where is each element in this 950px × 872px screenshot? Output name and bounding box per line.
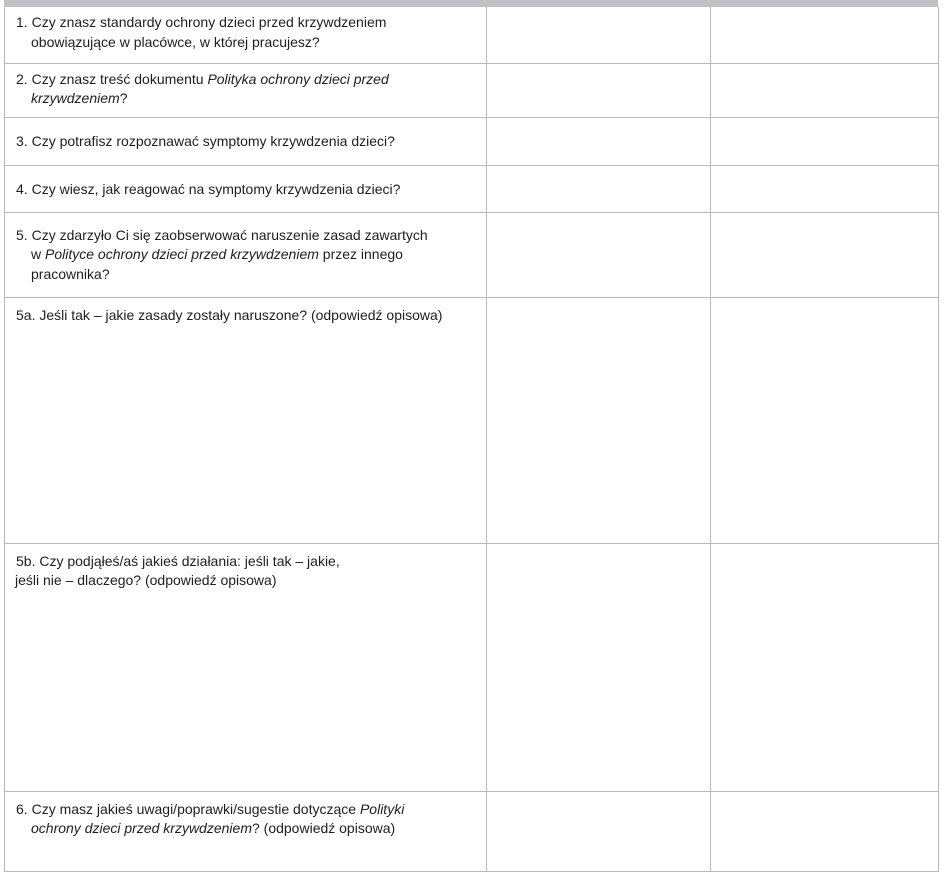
question-cell (5, 117, 487, 165)
question-cell: 5. Czy zdarzyło Ci się zaobserwować naruszenie zasad zawartych w Polityce ochrony dzieci przed krzywdzeniem przez innego pracownika? (5, 212, 487, 297)
question-text: Czy zdarzyło Ci się zaobserwować naruszenie zasad zawartych (31, 226, 428, 243)
table-row (5, 117, 939, 165)
question-number: 5. (16, 226, 28, 243)
question-number: 6. (16, 800, 28, 817)
survey-table (4, 7, 939, 872)
table-row (5, 7, 939, 63)
answer-cell-1[interactable] (487, 543, 711, 791)
answer-cell-2[interactable] (711, 543, 939, 791)
question-text: Czy masz jakieś uwagi/poprawki/sugestie dotyczące (31, 800, 360, 817)
answer-cell-2[interactable] (711, 297, 939, 543)
answer-cell-2[interactable] (711, 63, 939, 117)
question-text-continued: jeśli nie – dlaczego? (odpowiedź opisowa) (15, 572, 277, 588)
table-row (5, 63, 939, 117)
question-number: 1. (16, 14, 28, 30)
answer-cell-1[interactable] (487, 791, 711, 871)
question-cell (5, 543, 487, 791)
answer-cell-1[interactable] (487, 117, 711, 165)
question-text: Czy podjąłeś/aś jakieś działania: jeśli tak – jakie, (39, 552, 340, 569)
answer-cell-1[interactable] (487, 212, 711, 297)
document-title-continued: krzywdzeniem (31, 90, 120, 106)
question-cell: 2. Czy znasz treść dokumentu Polityka ochrony dzieci przed krzywdzeniem? (5, 63, 487, 117)
question-text-continued: obowiązujące w placówce, w której pracujesz? (31, 33, 320, 50)
document-title: Polityka ochrony dzieci przed (207, 70, 389, 87)
document-title: Polityce ochrony dzieci przed krzywdzeniem (45, 246, 319, 262)
question-text: Czy wiesz, jak reagować na symptomy krzywdzenia dzieci? (31, 180, 401, 197)
question-text: Czy potrafisz rozpoznawać symptomy krzywdzenia dzieci? (31, 132, 395, 149)
question-cell (5, 7, 487, 63)
question-cell (5, 297, 487, 543)
answer-cell-1[interactable] (487, 63, 711, 117)
answer-cell-2[interactable] (711, 212, 939, 297)
answer-cell-2[interactable] (711, 791, 939, 871)
answer-cell-2[interactable] (711, 7, 939, 63)
question-text-continued: pracownika? (31, 265, 110, 282)
answer-cell-1[interactable] (487, 165, 711, 212)
question-text: Czy znasz treść dokumentu (31, 70, 208, 87)
table-row (5, 543, 939, 791)
question-cell: 6. Czy masz jakieś uwagi/poprawki/sugestie dotyczące Polityki ochrony dzieci przed krzywdzeniem? (odpowiedź opisowa) (5, 791, 487, 871)
answer-cell-2[interactable] (711, 117, 939, 165)
question-number: 3. (16, 132, 28, 149)
table-header-band (4, 0, 938, 7)
table-row (5, 165, 939, 212)
answer-cell-1[interactable] (487, 297, 711, 543)
question-number: 5b. (16, 552, 36, 569)
table-row (5, 791, 939, 871)
question-number: 4. (16, 180, 28, 197)
answer-cell-1[interactable] (487, 7, 711, 63)
table-row (5, 297, 939, 543)
question-text: Czy znasz standardy ochrony dzieci przed krzywdzeniem (31, 14, 387, 30)
answer-cell-2[interactable] (711, 165, 939, 212)
document-title: Polityki (359, 800, 405, 817)
question-cell (5, 165, 487, 212)
table-row (5, 212, 939, 297)
document-title-continued: ochrony dzieci przed krzywdzeniem (31, 820, 252, 836)
question-number: 5a. (16, 306, 36, 323)
question-number: 2. (16, 70, 28, 87)
question-text: Jeśli tak – jakie zasady zostały naruszone? (odpowiedź opisowa) (39, 306, 443, 323)
